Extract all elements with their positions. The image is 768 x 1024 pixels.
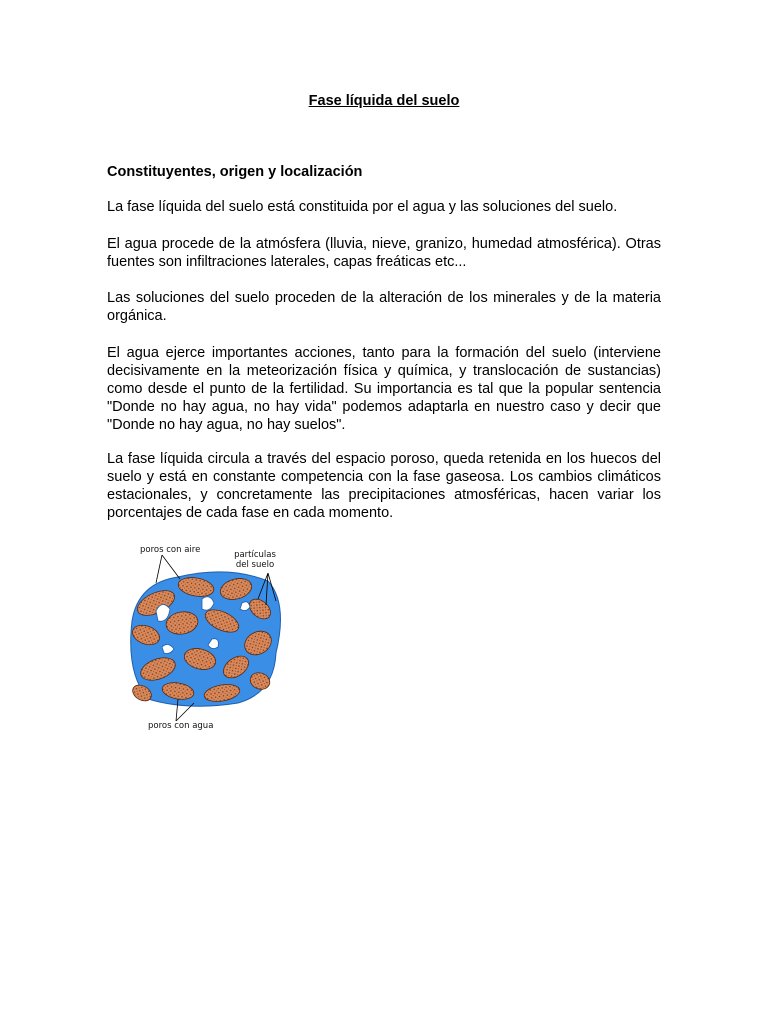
paragraph-1: La fase líquida del suelo está constituida por el agua y las soluciones del suelo.	[107, 199, 618, 215]
paragraph-5: La fase líquida circula a través del espacio poroso, queda retenida en los huecos del suelo y está en constante competencia con la fase gaseosa. Los cambios climáticos estacionales, y concretamente las precipitaciones atmosféricas, hacen variar los porcentajes de cada fase en cada momento.	[107, 451, 661, 521]
section-heading: Constituyentes, origen y localización	[107, 164, 363, 180]
paragraph-4: El agua ejerce importantes acciones, tanto para la formación del suelo (interviene decisivamente en la meteorización física y química, y translocación de sustancias) como desde el punto de la fertilidad. Su importancia es tal que la popular sentencia "Donde no hay agua, no hay vida" podemos adaptarla en nuestro caso y decir que "Donde no hay agua, no hay suelos".	[107, 345, 661, 433]
label-air-pores: poros con aire	[140, 545, 201, 555]
label-soil-particles: partículas del suelo	[234, 550, 276, 570]
soil-pores-figure	[118, 543, 318, 735]
soil-pores-illustration	[118, 543, 318, 735]
document-title: Fase líquida del suelo	[308, 93, 460, 109]
label-water-pores: poros con agua	[148, 721, 214, 731]
paragraph-3: Las soluciones del suelo proceden de la alteración de los minerales y de la materia orgánica.	[107, 290, 661, 324]
paragraph-2: El agua procede de la atmósfera (lluvia, nieve, granizo, humedad atmosférica). Otras fuentes son infiltraciones laterales, capas freáticas etc...	[107, 236, 661, 270]
